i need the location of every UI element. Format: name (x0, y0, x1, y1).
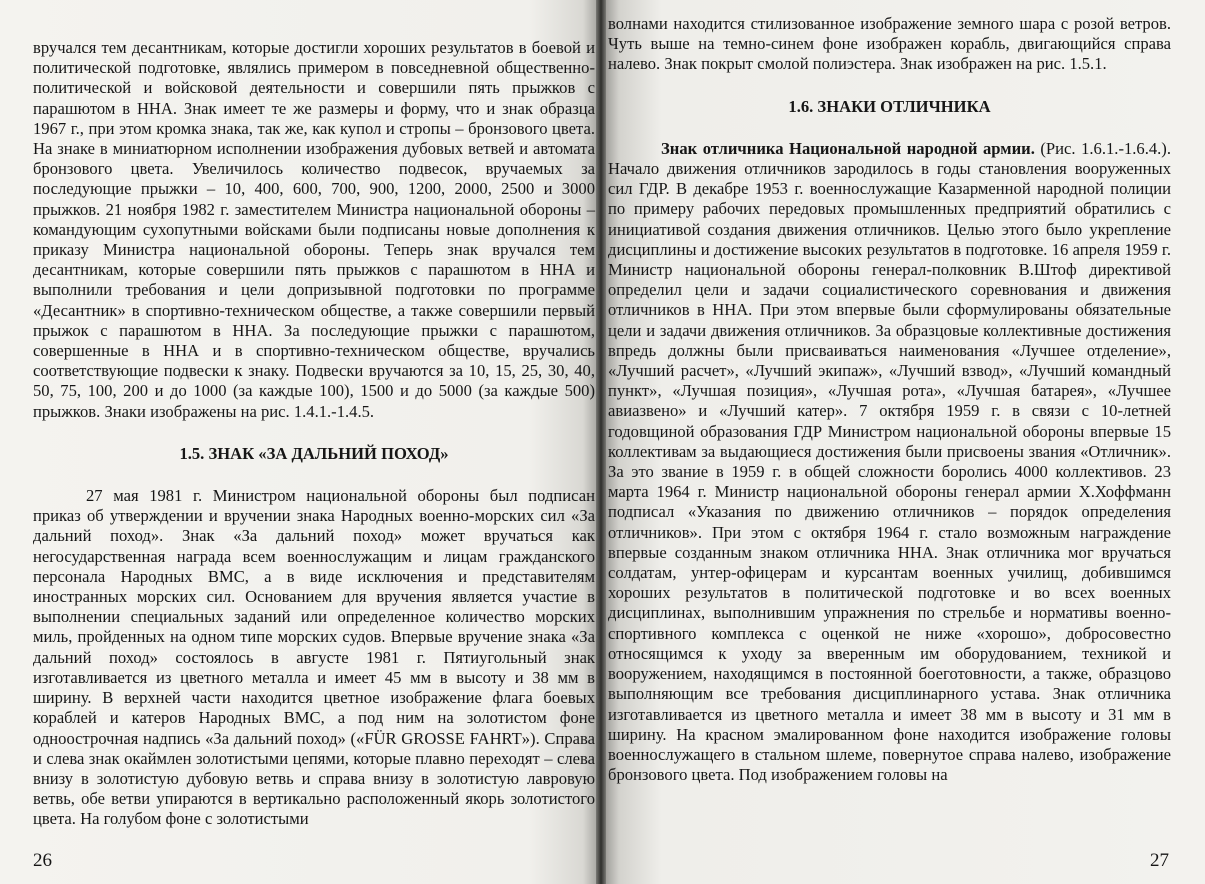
section-heading-1-6: 1.6. ЗНАКИ ОТЛИЧНИКА (788, 96, 991, 116)
left-paragraph-1: вручался тем десантникам, которые достигли хороших результатов в боевой и политической подготовке, являлись примером в повседневной общественно-политической и войсковой деятельности и совершили пять прыжков с парашютом в ННА. Знак имеет те же размеры и форму, что и знак образца 1967 г., при этом кромка знака, так же, как купол и стропы – бронзового цвета. На знаке в миниатюрном исполнении изображения дубовых ветвей и автомата бронзового цвета. Увеличилось количество подвесок, вручаемых за последующие прыжки – 10, 400, 600, 700, 900, 1200, 2000, 2500 и 3000 прыжков. 21 ноября 1982 г. заместителем Министра национальной обороны – командующим сухопутными войсками были подписаны новые дополнения к приказу Министра национальной обороны. Теперь знак вручался тем десантникам, которые совершили пять прыжков с парашютом в ННА и выполнили требования и цели допризывной подготовки по программе «Десантник» в спортивно-техническом обществе, а также совершили первый прыжок с парашютом в ННА. За последующие прыжки с парашютом, совершенные в ННА и в спортивно-техническом обществе, вручались соответствующие подвески к знаку. Подвески вручаются за 10, 15, 25, 30, 40, 50, 75, 100, 200 и до 1000 (за каждые 100), 1500 и до 5000 (за каждые 500) прыжков. Знаки изображены на рис. 1.4.1.-1.4.5. (33, 38, 595, 421)
page-number-right: 27 (1150, 850, 1169, 871)
section-heading-1-5: 1.5. ЗНАК «ЗА ДАЛЬНИЙ ПОХОД» (179, 443, 449, 463)
left-paragraph-2: 27 мая 1981 г. Министром национальной обороны был подписан приказ об утверждении и вручении знака Народных военно-морских сил «За дальний поход». Знак «За дальний поход» может вручаться как негосударственная награда всем военнослужащим и лицам гражданского персонала Народных ВМС, а в виде исключения и представителям иностранных морских сил. Основанием для вручения является участие в выполнении специальных заданий или определенное количество морских миль, пройденных на одном типе морских судов. Впервые вручение знака «За дальний поход» состоялось в августе 1981 г. Пятиугольный знак изготавливается из цветного металла и имеет 45 мм в высоту и 38 мм в ширину. В верхней части находится цветное изображение флага боевых кораблей и катеров Народных ВМС, а под ним на золотистом фоне одноострочная надпись «За дальний поход» («FÜR GROSSE FAHRT»). Справа и слева знак окаймлен золотистыми цепями, которые плавно переходят – слева внизу в золотистую дубовую ветвь и справа внизу в золотистую лавровую ветвь, обе ветви упираются в вертикально расположенный якорь золотистого цвета. На голубом фоне с золотистыми (33, 486, 595, 829)
right-paragraph-1: волнами находится стилизованное изображение земного шара с розой ветров. Чуть выше на темно-синем фоне изображен корабль, двигающийся справа налево. Знак покрыт смолой полиэстера. Знак изображен на рис. 1.5.1. (608, 14, 1171, 74)
book-gutter (596, 0, 606, 884)
right-paragraph-2 (608, 139, 1171, 786)
lead-term: Знак отличника Национальной народной армии. (661, 138, 1035, 158)
left-page (0, 0, 601, 884)
right-paragraph-2-body: (Рис. 1.6.1.-1.6.4.). Начало движения отличников зародилось в годы становления вооруженных сил ГДР. В декабре 1953 г. военнослужащие Казарменной народной полиции по примеру рабочих передовых промышленных предприятий обратились с инициативой создания движения отличников. Целью этого было укрепление дисциплины и достижение высоких результатов в подготовке. 16 апреля 1959 г. Министр национальной обороны генерал-полковник В.Штоф директивой определил цели и задачи социалистического соревнования и движения отличников в ННА. При этом впервые были сформулированы обязательные цели и задачи движения отличников. За образцовые коллективные достижения впредь должны были присваиваться наименования «Лучшее отделение», «Лучший расчет», «Лучший экипаж», «Лучший взвод», «Лучший командный пункт», «Лучшая позиция», «Лучшая рота», «Лучшая батарея», «Лучшее авиазвено» и «Лучший катер». 7 октября 1959 г. в связи с 10-летней годовщиной образования ГДР Министром национальной обороны впервые 15 коллективам за выдающиеся достижения были присвоены звания «Отличник». За это звание в 1959 г. в общей сложности боролись 4000 коллективов. 23 марта 1964 г. Министр национальной обороны генерал армии Х.Хоффманн подписал «Указания по движению отличников – порядок определения отличников». При этом с октября 1964 г. стало возможным награждение впервые созданным знаком отличника ННА. Знак отличника мог вручаться солдатам, унтер-офицерам и курсантам военных училищ, добившимся хороших результатов в политической подготовке и во всех военных дисциплинах, выполнившим упражнения по стрельбе и нормативы военно-спортивного комплекса с оценкой не ниже «хорошо», добросовестно относящимся к уходу за вверенным им оборудованием, техникой и вооружением, находящимся в постоянной боеготовности, а также, образцово выполняющим все требования дисциплинарного устава. Знак отличника изготавливается из цветного металла и имеет 38 мм в высоту и 31 мм в ширину. На красном эмалированном фоне находится изображение головы военнослужащего в стальном шлеме, повернутое справа налево, изображение бронзового цвета. Под изображением головы на (608, 138, 1171, 785)
right-page (601, 0, 1205, 884)
page-number-left: 26 (33, 850, 52, 871)
